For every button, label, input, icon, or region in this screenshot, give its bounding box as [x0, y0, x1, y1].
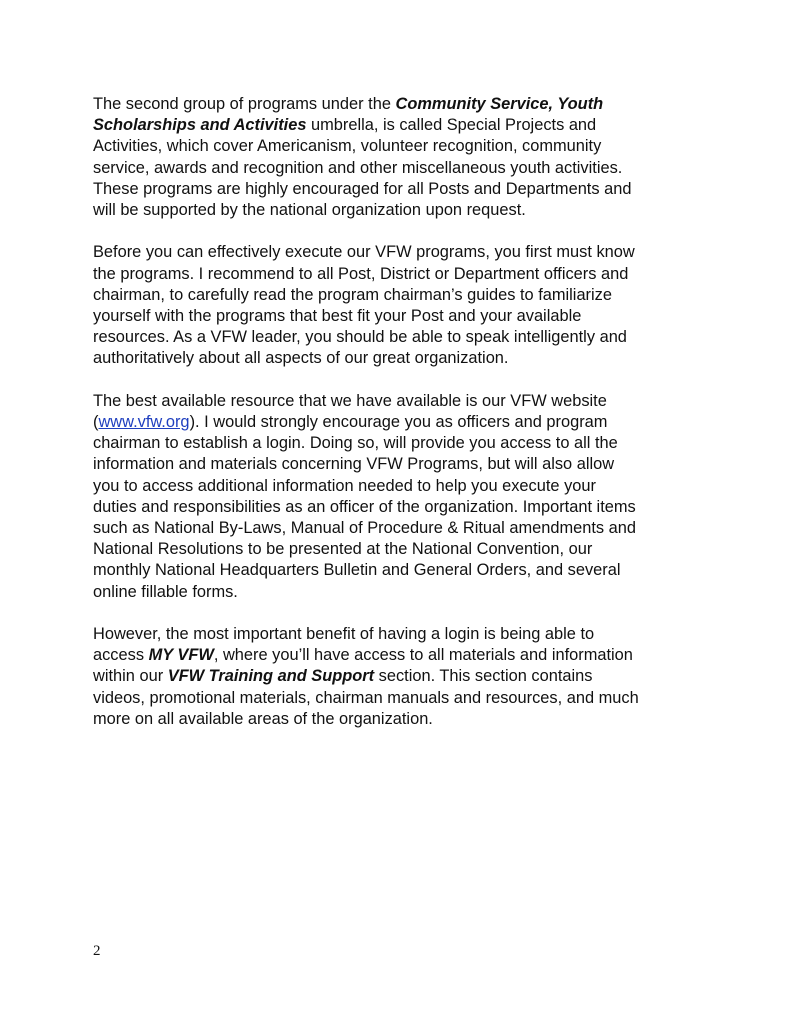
text-run: chairman, to carefully read the program chairman’s guides to familiarize — [93, 285, 612, 304]
text-line — [93, 306, 705, 327]
text-line — [93, 115, 705, 136]
text-run: monthly National Headquarters Bulletin and General Orders, and several — [93, 561, 621, 580]
text-line — [93, 264, 705, 285]
text-run: ( — [93, 413, 99, 432]
text-line — [93, 242, 705, 263]
text-line — [93, 645, 705, 666]
document-body — [93, 94, 705, 751]
text-run: online fillable forms. — [93, 582, 238, 601]
text-run: The best available resource that we have available is our VFW website — [93, 391, 607, 410]
text-line — [93, 433, 705, 454]
text-run: will be supported by the national organization upon request. — [93, 201, 526, 220]
text-run: duties and responsibilities as an officer of the organization. Important items — [93, 497, 636, 516]
text-run: chairman to establish a login. Doing so, will provide you access to all the — [93, 434, 618, 453]
text-line — [93, 327, 705, 348]
text-line — [93, 179, 705, 200]
text-run: videos, promotional materials, chairman manuals and resources, and much — [93, 688, 639, 707]
emphasized-text: Community Service, Youth — [395, 95, 604, 113]
paragraph — [93, 391, 705, 603]
text-run: Activities, which cover Americanism, volunteer recognition, community — [93, 137, 602, 156]
text-run: ). I would strongly encourage you as officers and program — [189, 413, 608, 432]
text-run: section. This section contains — [374, 667, 593, 686]
vfw-website-link[interactable]: www.vfw.org — [98, 413, 190, 432]
text-run: , where you’ll have access to all materials and information — [213, 646, 633, 665]
text-line — [93, 348, 705, 369]
page-number: 2 — [93, 943, 101, 959]
text-run: The second group of programs under the — [93, 95, 396, 113]
text-run: service, awards and recognition and other miscellaneous youth activities. — [93, 158, 623, 177]
text-run: These programs are highly encouraged for all Posts and Departments and — [93, 179, 632, 198]
text-line — [93, 688, 705, 709]
text-line — [93, 136, 705, 157]
emphasized-text: MY VFW — [148, 646, 214, 665]
text-run: within our — [93, 667, 168, 686]
text-run: yourself with the programs that best fit your Post and your available — [93, 307, 582, 326]
emphasized-text: VFW Training and Support — [167, 667, 375, 686]
text-run: authoritatively about all aspects of our great organization. — [93, 349, 509, 368]
text-line — [93, 497, 705, 518]
paragraph — [93, 624, 705, 730]
text-line — [93, 582, 705, 603]
text-line — [93, 709, 705, 730]
text-line — [93, 158, 705, 179]
text-line — [93, 200, 705, 221]
text-run: access — [93, 646, 149, 665]
paragraph — [93, 242, 705, 369]
emphasized-text: Scholarships and Activities — [93, 116, 307, 135]
text-line — [93, 285, 705, 306]
paragraph — [93, 94, 705, 221]
text-run: more on all available areas of the organization. — [93, 709, 433, 728]
text-line — [93, 666, 705, 687]
text-run: Before you can effectively execute our VFW programs, you first must know — [93, 243, 635, 262]
text-run: National Resolutions to be presented at the National Convention, our — [93, 540, 593, 559]
text-run: the programs. I recommend to all Post, District or Department officers and — [93, 264, 629, 283]
text-line — [93, 539, 705, 560]
text-run: umbrella, is called Special Projects and — [306, 116, 597, 135]
text-line — [93, 476, 705, 497]
text-line — [93, 94, 705, 115]
text-run: you to access additional information needed to help you execute your — [93, 476, 596, 495]
text-line — [93, 624, 705, 645]
text-line — [93, 391, 705, 412]
text-run: resources. As a VFW leader, you should be able to speak intelligently and — [93, 328, 627, 347]
text-line — [93, 412, 705, 433]
text-line — [93, 454, 705, 475]
text-run: However, the most important benefit of having a login is being able to — [93, 625, 595, 644]
text-line — [93, 560, 705, 581]
text-run: such as National By-Laws, Manual of Procedure & Ritual amendments and — [93, 519, 636, 538]
text-run: information and materials concerning VFW Programs, but will also allow — [93, 455, 615, 474]
text-line — [93, 518, 705, 539]
